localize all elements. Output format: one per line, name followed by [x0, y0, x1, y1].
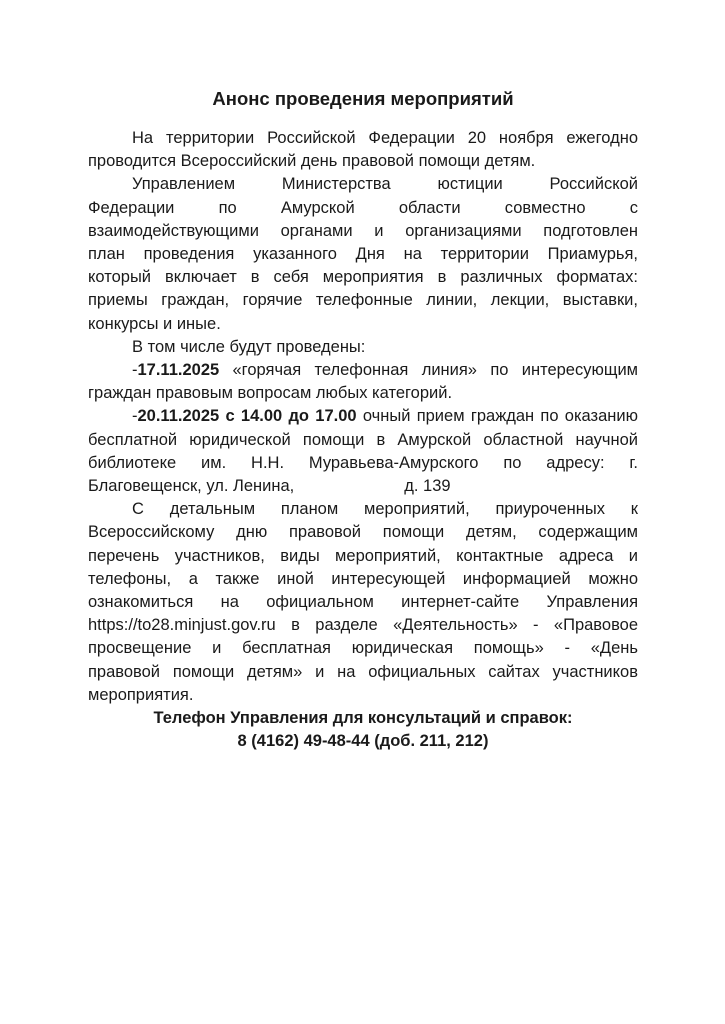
text-segment: в разделе «Деятельность» - «Правовое: [275, 616, 638, 635]
document-paragraphs: [88, 127, 638, 753]
text-line: [88, 661, 638, 684]
text-segment: В том числе будут проведены:: [132, 337, 366, 356]
text-line: [88, 452, 638, 475]
paragraph: [88, 405, 638, 498]
document-title: Анонс проведения мероприятий: [212, 88, 514, 109]
text-segment: взаимодействующими органами и организациями подготовлен: [88, 221, 638, 240]
paragraph: [88, 359, 638, 405]
text-line: [88, 359, 638, 382]
text-segment: просвещение и бесплатная юридическая помощь» - «День: [88, 639, 638, 658]
text-segment: «горячая телефонная линия» по интересующим: [219, 361, 638, 380]
text-segment: Федерации по Амурской области совместно с: [88, 198, 638, 217]
text-segment: библиотеке им. Н.Н. Муравьева-Амурского по адресу: г.: [88, 453, 638, 472]
text-line: [88, 382, 638, 405]
text-segment: -: [132, 361, 138, 380]
text-line: [88, 150, 638, 173]
text-line: [88, 220, 638, 243]
text-segment: Благовещенск, ул. Ленина,: [88, 477, 295, 496]
event-date-2: 20.11.2025 с 14.00 до 17.00: [137, 407, 357, 426]
text-segment: Всероссийскому дню правовой помощи детям, содержащим: [88, 523, 638, 542]
text-segment: приемы граждан, горячие телефонные линии, лекции, выставки,: [88, 291, 638, 310]
text-segment: 8 (4162) 49-48-44 (доб. 211, 212): [237, 732, 489, 751]
paragraph: [88, 730, 638, 753]
text-line: [88, 684, 638, 707]
text-line: [88, 173, 638, 196]
text-segment: очный прием граждан по оказанию: [356, 407, 638, 426]
text-segment: перечень участников, виды мероприятий, контактные адреса и: [88, 546, 638, 565]
text-line: [88, 475, 638, 498]
text-segment: ознакомиться на официальном интернет-сайте Управления: [88, 593, 638, 612]
text-line: [88, 197, 638, 220]
text-line: [88, 545, 638, 568]
paragraph: [88, 173, 638, 335]
text-line: [88, 591, 638, 614]
paragraph: [88, 498, 638, 707]
text-segment: Телефон Управления для консультаций и справок:: [153, 709, 573, 728]
text-line: [88, 637, 638, 660]
paragraph: [88, 707, 638, 730]
text-line: [88, 289, 638, 312]
paragraph: [88, 127, 638, 173]
text-line: [88, 405, 638, 428]
text-segment: На территории Российской Федерации 20 ноября ежегодно: [132, 129, 638, 147]
text-segment: -: [132, 407, 138, 426]
text-line: [88, 568, 638, 591]
text-segment: план проведения указанного Дня на территории Приамурья,: [88, 245, 638, 264]
text-segment: Управлением Министерства юстиции Российской: [132, 175, 638, 194]
text-segment: правовой помощи детям» и на официальных сайтах участников: [88, 662, 638, 681]
text-segment: граждан правовым вопросам любых категорий.: [88, 384, 453, 403]
text-line: [88, 243, 638, 266]
text-line: [88, 521, 638, 544]
phone-number-line: [88, 730, 638, 753]
website-url: https://to28.minjust.gov.ru: [88, 616, 276, 635]
text-segment: конкурсы и иные.: [88, 314, 221, 333]
text-line: [88, 336, 638, 359]
document-body: [88, 87, 638, 753]
phone-info-line: [88, 707, 638, 730]
text-segment: С детальным планом мероприятий, приуроченных к: [132, 500, 638, 519]
text-line: [88, 614, 638, 637]
text-line: [88, 429, 638, 452]
text-line: [88, 498, 638, 521]
text-line: [88, 127, 638, 150]
text-segment: мероприятия.: [88, 685, 194, 704]
paragraph: [88, 336, 638, 359]
event-date-1: 17.11.2025: [137, 361, 220, 380]
text-segment: д. 139: [404, 477, 451, 496]
text-segment: проводится Всероссийский день правовой помощи детям.: [88, 152, 536, 171]
text-segment: бесплатной юридической помощи в Амурской областной научной: [88, 430, 638, 449]
text-line: [88, 266, 638, 289]
text-segment: телефоны, а также иной интересующей информацией можно: [88, 569, 638, 588]
text-segment: который включает в себя мероприятия в различных форматах:: [88, 268, 638, 287]
text-line: [88, 313, 638, 336]
